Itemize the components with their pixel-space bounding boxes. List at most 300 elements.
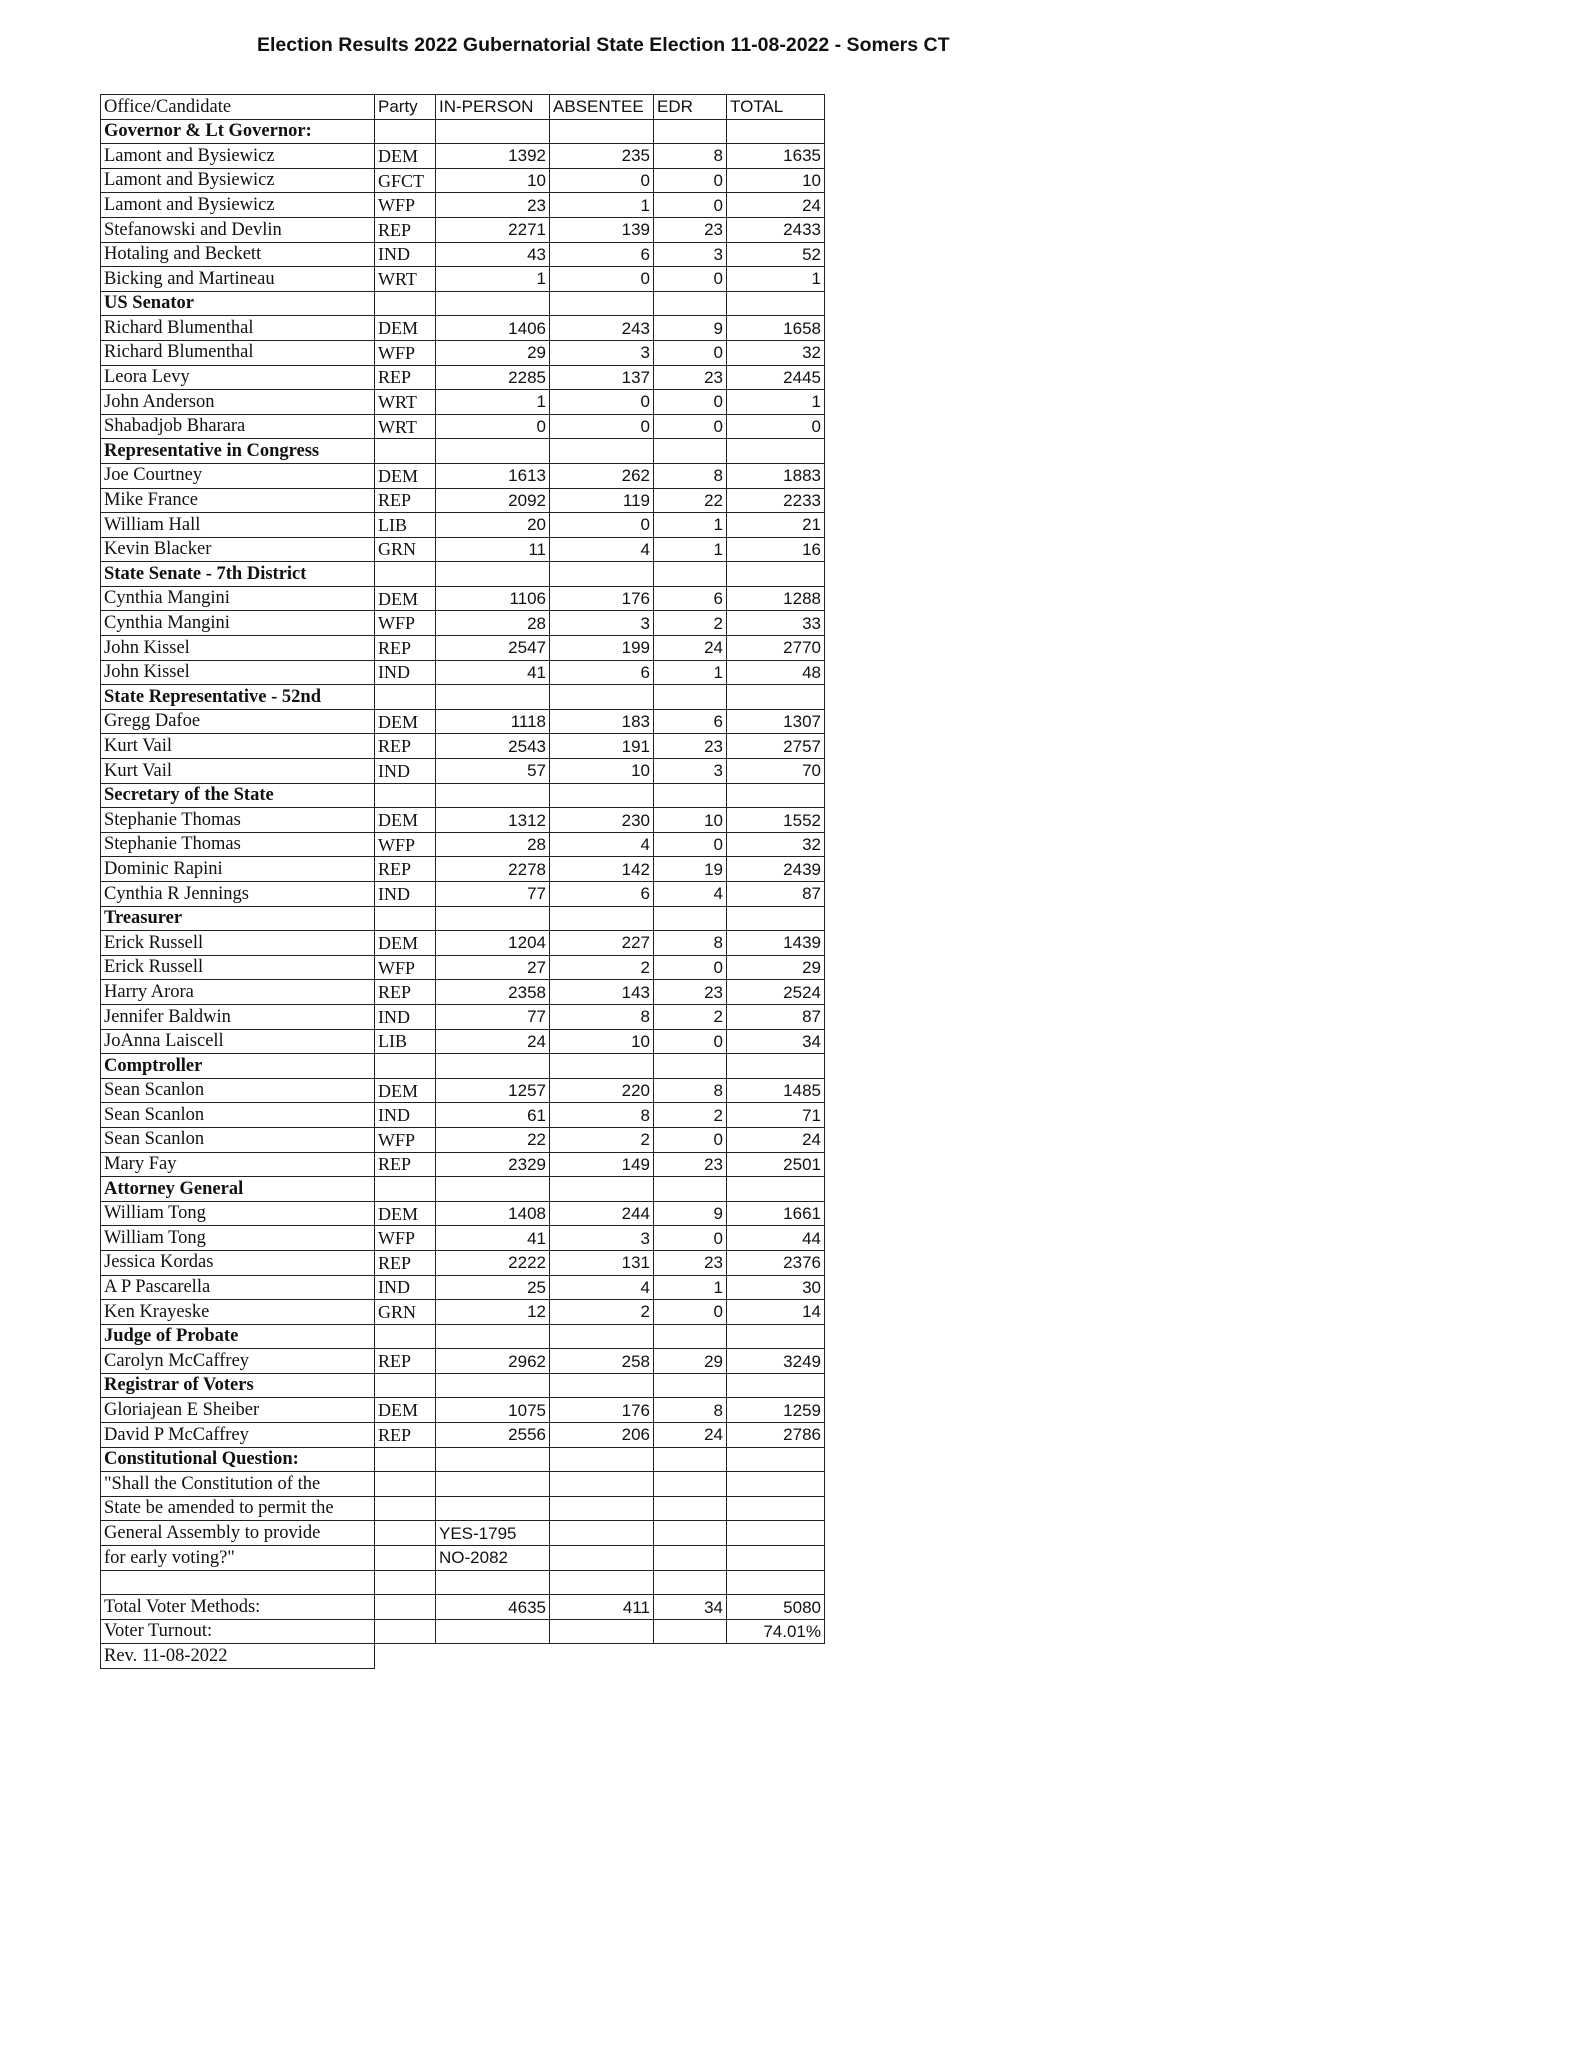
empty-cell xyxy=(550,1644,654,1669)
candidate-name: Richard Blumenthal xyxy=(101,316,375,341)
total-cell: 5080 xyxy=(727,1595,825,1620)
totals-row xyxy=(101,1595,825,1620)
total-cell xyxy=(727,1496,825,1521)
in-person-cell: 2278 xyxy=(436,857,550,882)
empty-cell xyxy=(375,1644,436,1669)
total-cell: 2524 xyxy=(727,980,825,1005)
absentee-cell: 411 xyxy=(550,1595,654,1620)
candidate-name: A P Pascarella xyxy=(101,1275,375,1300)
edr-cell: 8 xyxy=(654,1078,727,1103)
candidate-name: Erick Russell xyxy=(101,931,375,956)
candidate-row xyxy=(101,365,825,390)
in-person-cell: 2547 xyxy=(436,636,550,661)
absentee-cell: 220 xyxy=(550,1078,654,1103)
total-cell: 70 xyxy=(727,759,825,784)
in-person-cell: 25 xyxy=(436,1275,550,1300)
edr-cell: 0 xyxy=(654,1029,727,1054)
in-person-cell xyxy=(436,1373,550,1398)
question-vote: YES-1795 xyxy=(436,1521,550,1546)
question-row xyxy=(101,1521,825,1546)
candidate-name: Erick Russell xyxy=(101,955,375,980)
candidate-name: Shabadjob Bharara xyxy=(101,414,375,439)
revision-row xyxy=(101,1644,825,1669)
total-cell: 71 xyxy=(727,1103,825,1128)
candidate-name: Hotaling and Beckett xyxy=(101,242,375,267)
candidate-row xyxy=(101,660,825,685)
candidate-name: Stephanie Thomas xyxy=(101,808,375,833)
candidate-row xyxy=(101,193,825,218)
candidate-row xyxy=(101,513,825,538)
question-text: for early voting?" xyxy=(101,1546,375,1571)
section-label: Judge of Probate xyxy=(101,1324,375,1349)
party-cell: WFP xyxy=(375,832,436,857)
absentee-cell xyxy=(550,1177,654,1202)
candidate-name: Kurt Vail xyxy=(101,759,375,784)
party-cell: LIB xyxy=(375,1029,436,1054)
in-person-cell: 1406 xyxy=(436,316,550,341)
total-cell: 32 xyxy=(727,832,825,857)
candidate-name: Leora Levy xyxy=(101,365,375,390)
absentee-cell: 6 xyxy=(550,882,654,907)
total-cell: 1661 xyxy=(727,1201,825,1226)
edr-cell: 9 xyxy=(654,1201,727,1226)
total-cell: 1288 xyxy=(727,586,825,611)
section-row xyxy=(101,562,825,587)
total-cell xyxy=(727,1546,825,1571)
edr-cell: 4 xyxy=(654,882,727,907)
header-total: TOTAL xyxy=(727,95,825,120)
question-row xyxy=(101,1472,825,1497)
in-person-cell: 20 xyxy=(436,513,550,538)
candidate-name: Stefanowski and Devlin xyxy=(101,217,375,242)
in-person-cell: 41 xyxy=(436,660,550,685)
edr-cell xyxy=(654,685,727,710)
edr-cell: 0 xyxy=(654,267,727,292)
in-person-cell: 1392 xyxy=(436,144,550,169)
in-person-cell: 1118 xyxy=(436,709,550,734)
edr-cell: 24 xyxy=(654,636,727,661)
candidate-name: Lamont and Bysiewicz xyxy=(101,193,375,218)
absentee-cell: 6 xyxy=(550,660,654,685)
absentee-cell: 176 xyxy=(550,586,654,611)
total-cell: 1 xyxy=(727,390,825,415)
edr-cell: 24 xyxy=(654,1423,727,1448)
total-cell: 2376 xyxy=(727,1250,825,1275)
total-cell: 10 xyxy=(727,168,825,193)
absentee-cell: 0 xyxy=(550,267,654,292)
candidate-name: Carolyn McCaffrey xyxy=(101,1349,375,1374)
absentee-cell: 3 xyxy=(550,340,654,365)
edr-cell xyxy=(654,562,727,587)
header-row xyxy=(101,95,825,120)
candidate-row xyxy=(101,759,825,784)
header-office-candidate: Office/Candidate xyxy=(101,95,375,120)
total-cell xyxy=(727,1570,825,1595)
absentee-cell: 243 xyxy=(550,316,654,341)
candidate-name: Ken Krayeske xyxy=(101,1300,375,1325)
candidate-row xyxy=(101,611,825,636)
in-person-cell xyxy=(436,1324,550,1349)
edr-cell: 2 xyxy=(654,1004,727,1029)
absentee-cell xyxy=(550,783,654,808)
in-person-cell: 2358 xyxy=(436,980,550,1005)
question-vote xyxy=(436,1496,550,1521)
total-cell: 1883 xyxy=(727,463,825,488)
header-party: Party xyxy=(375,95,436,120)
totals-label: Total Voter Methods: xyxy=(101,1595,375,1620)
absentee-cell: 4 xyxy=(550,1275,654,1300)
in-person-cell xyxy=(436,1447,550,1472)
absentee-cell: 137 xyxy=(550,365,654,390)
in-person-cell: 1257 xyxy=(436,1078,550,1103)
absentee-cell: 0 xyxy=(550,390,654,415)
candidate-row xyxy=(101,267,825,292)
absentee-cell xyxy=(550,1054,654,1079)
party-cell: IND xyxy=(375,1004,436,1029)
edr-cell: 23 xyxy=(654,734,727,759)
edr-cell: 6 xyxy=(654,709,727,734)
edr-cell: 9 xyxy=(654,316,727,341)
in-person-cell xyxy=(436,1054,550,1079)
candidate-row xyxy=(101,1201,825,1226)
edr-cell: 2 xyxy=(654,611,727,636)
party-cell: WFP xyxy=(375,340,436,365)
in-person-cell: 2556 xyxy=(436,1423,550,1448)
total-cell: 1259 xyxy=(727,1398,825,1423)
party-cell: WRT xyxy=(375,267,436,292)
party-cell xyxy=(375,1472,436,1497)
total-cell: 24 xyxy=(727,1127,825,1152)
in-person-cell: 27 xyxy=(436,955,550,980)
candidate-name: David P McCaffrey xyxy=(101,1423,375,1448)
office-cell xyxy=(101,1570,375,1595)
total-cell: 2439 xyxy=(727,857,825,882)
absentee-cell xyxy=(550,685,654,710)
candidate-name: Jessica Kordas xyxy=(101,1250,375,1275)
total-cell xyxy=(727,1177,825,1202)
total-cell: 2501 xyxy=(727,1152,825,1177)
party-cell xyxy=(375,1595,436,1620)
edr-cell: 0 xyxy=(654,168,727,193)
absentee-cell: 1 xyxy=(550,193,654,218)
total-cell: 1 xyxy=(727,267,825,292)
party-cell xyxy=(375,1324,436,1349)
edr-cell xyxy=(654,1373,727,1398)
absentee-cell: 10 xyxy=(550,1029,654,1054)
total-cell xyxy=(727,119,825,144)
party-cell: DEM xyxy=(375,144,436,169)
blank-row xyxy=(101,1570,825,1595)
edr-cell xyxy=(654,439,727,464)
candidate-row xyxy=(101,1300,825,1325)
in-person-cell: 12 xyxy=(436,1300,550,1325)
edr-cell: 23 xyxy=(654,217,727,242)
candidate-name: William Tong xyxy=(101,1226,375,1251)
party-cell: IND xyxy=(375,882,436,907)
totals-label: Voter Turnout: xyxy=(101,1619,375,1644)
candidate-name: Joe Courtney xyxy=(101,463,375,488)
candidate-row xyxy=(101,217,825,242)
candidate-name: John Kissel xyxy=(101,636,375,661)
absentee-cell xyxy=(550,1447,654,1472)
total-cell: 24 xyxy=(727,193,825,218)
section-label: Governor & Lt Governor: xyxy=(101,119,375,144)
empty-cell xyxy=(436,1644,550,1669)
party-cell: DEM xyxy=(375,1078,436,1103)
total-cell: 30 xyxy=(727,1275,825,1300)
in-person-cell: 1204 xyxy=(436,931,550,956)
question-row xyxy=(101,1496,825,1521)
edr-cell xyxy=(654,1496,727,1521)
in-person-cell xyxy=(436,1570,550,1595)
edr-cell xyxy=(654,1447,727,1472)
absentee-cell xyxy=(550,1324,654,1349)
edr-cell xyxy=(654,783,727,808)
candidate-row xyxy=(101,1004,825,1029)
in-person-cell: 2285 xyxy=(436,365,550,390)
candidate-name: Lamont and Bysiewicz xyxy=(101,144,375,169)
candidate-name: John Kissel xyxy=(101,660,375,685)
candidate-name: Richard Blumenthal xyxy=(101,340,375,365)
absentee-cell: 2 xyxy=(550,1127,654,1152)
absentee-cell: 2 xyxy=(550,955,654,980)
candidate-name: Cynthia Mangini xyxy=(101,586,375,611)
question-vote: NO-2082 xyxy=(436,1546,550,1571)
document-title: Election Results 2022 Gubernatorial State Election 11-08-2022 - Somers CT xyxy=(257,34,950,56)
candidate-row xyxy=(101,1152,825,1177)
section-label: Representative in Congress xyxy=(101,439,375,464)
edr-cell: 0 xyxy=(654,390,727,415)
edr-cell: 19 xyxy=(654,857,727,882)
absentee-cell: 8 xyxy=(550,1103,654,1128)
question-text: State be amended to permit the xyxy=(101,1496,375,1521)
in-person-cell: 41 xyxy=(436,1226,550,1251)
section-label: Treasurer xyxy=(101,906,375,931)
edr-cell: 23 xyxy=(654,365,727,390)
edr-cell xyxy=(654,1521,727,1546)
empty-cell xyxy=(654,1644,727,1669)
party-cell: WRT xyxy=(375,390,436,415)
in-person-cell xyxy=(436,119,550,144)
in-person-cell: 1 xyxy=(436,267,550,292)
absentee-cell xyxy=(550,1546,654,1571)
section-row xyxy=(101,1373,825,1398)
party-cell: WFP xyxy=(375,1127,436,1152)
section-row xyxy=(101,1324,825,1349)
candidate-name: Dominic Rapini xyxy=(101,857,375,882)
total-cell: 2786 xyxy=(727,1423,825,1448)
section-row xyxy=(101,119,825,144)
total-cell xyxy=(727,906,825,931)
results-table xyxy=(100,94,825,1669)
party-cell: WFP xyxy=(375,1226,436,1251)
absentee-cell: 149 xyxy=(550,1152,654,1177)
edr-cell xyxy=(654,1472,727,1497)
section-row xyxy=(101,1177,825,1202)
party-cell xyxy=(375,562,436,587)
total-cell: 1552 xyxy=(727,808,825,833)
in-person-cell xyxy=(436,562,550,587)
party-cell: DEM xyxy=(375,463,436,488)
party-cell: WFP xyxy=(375,193,436,218)
total-cell: 87 xyxy=(727,882,825,907)
candidate-row xyxy=(101,488,825,513)
in-person-cell: 1 xyxy=(436,390,550,415)
in-person-cell xyxy=(436,1177,550,1202)
in-person-cell: 2092 xyxy=(436,488,550,513)
in-person-cell: 11 xyxy=(436,537,550,562)
total-cell: 21 xyxy=(727,513,825,538)
edr-cell: 0 xyxy=(654,1127,727,1152)
candidate-name: William Hall xyxy=(101,513,375,538)
party-cell xyxy=(375,906,436,931)
absentee-cell: 4 xyxy=(550,537,654,562)
candidate-row xyxy=(101,316,825,341)
in-person-cell: 0 xyxy=(436,414,550,439)
absentee-cell xyxy=(550,1373,654,1398)
party-cell: REP xyxy=(375,636,436,661)
total-cell: 0 xyxy=(727,414,825,439)
absentee-cell xyxy=(550,119,654,144)
edr-cell: 3 xyxy=(654,242,727,267)
candidate-row xyxy=(101,1275,825,1300)
candidate-name: Kevin Blacker xyxy=(101,537,375,562)
candidate-row xyxy=(101,414,825,439)
in-person-cell: 29 xyxy=(436,340,550,365)
total-cell: 48 xyxy=(727,660,825,685)
section-label: US Senator xyxy=(101,291,375,316)
candidate-row xyxy=(101,808,825,833)
total-cell xyxy=(727,439,825,464)
total-cell: 16 xyxy=(727,537,825,562)
party-cell: LIB xyxy=(375,513,436,538)
absentee-cell: 2 xyxy=(550,1300,654,1325)
in-person-cell: 22 xyxy=(436,1127,550,1152)
party-cell: REP xyxy=(375,980,436,1005)
section-row xyxy=(101,906,825,931)
edr-cell: 23 xyxy=(654,1250,727,1275)
absentee-cell: 230 xyxy=(550,808,654,833)
candidate-row xyxy=(101,832,825,857)
absentee-cell xyxy=(550,1496,654,1521)
absentee-cell xyxy=(550,1521,654,1546)
total-cell: 3249 xyxy=(727,1349,825,1374)
party-cell xyxy=(375,1496,436,1521)
in-person-cell: 2962 xyxy=(436,1349,550,1374)
header-edr: EDR xyxy=(654,95,727,120)
section-label: Secretary of the State xyxy=(101,783,375,808)
in-person-cell xyxy=(436,1619,550,1644)
party-cell xyxy=(375,1054,436,1079)
absentee-cell xyxy=(550,291,654,316)
candidate-row xyxy=(101,390,825,415)
party-cell: GRN xyxy=(375,537,436,562)
section-label: Registrar of Voters xyxy=(101,1373,375,1398)
edr-cell xyxy=(654,1570,727,1595)
in-person-cell: 24 xyxy=(436,1029,550,1054)
totals-row xyxy=(101,1619,825,1644)
total-cell: 34 xyxy=(727,1029,825,1054)
section-row xyxy=(101,439,825,464)
section-row xyxy=(101,1447,825,1472)
absentee-cell: 0 xyxy=(550,513,654,538)
candidate-row xyxy=(101,1103,825,1128)
party-cell xyxy=(375,1570,436,1595)
header-in-person: IN-PERSON xyxy=(436,95,550,120)
party-cell: DEM xyxy=(375,1201,436,1226)
candidate-name: Gloriajean E Sheiber xyxy=(101,1398,375,1423)
empty-cell xyxy=(727,1644,825,1669)
party-cell xyxy=(375,783,436,808)
in-person-cell: 61 xyxy=(436,1103,550,1128)
absentee-cell: 4 xyxy=(550,832,654,857)
candidate-row xyxy=(101,586,825,611)
section-label: Comptroller xyxy=(101,1054,375,1079)
candidate-row xyxy=(101,955,825,980)
party-cell: DEM xyxy=(375,808,436,833)
edr-cell xyxy=(654,906,727,931)
total-cell xyxy=(727,783,825,808)
party-cell xyxy=(375,1619,436,1644)
candidate-row xyxy=(101,1398,825,1423)
absentee-cell xyxy=(550,906,654,931)
total-cell xyxy=(727,685,825,710)
section-row xyxy=(101,291,825,316)
candidate-row xyxy=(101,1423,825,1448)
candidate-row xyxy=(101,144,825,169)
candidate-row xyxy=(101,168,825,193)
total-cell: 1439 xyxy=(727,931,825,956)
candidate-name: Lamont and Bysiewicz xyxy=(101,168,375,193)
total-cell: 1658 xyxy=(727,316,825,341)
edr-cell: 29 xyxy=(654,1349,727,1374)
edr-cell: 0 xyxy=(654,832,727,857)
absentee-cell: 199 xyxy=(550,636,654,661)
absentee-cell: 0 xyxy=(550,414,654,439)
edr-cell xyxy=(654,1324,727,1349)
absentee-cell: 176 xyxy=(550,1398,654,1423)
edr-cell xyxy=(654,1177,727,1202)
total-cell: 44 xyxy=(727,1226,825,1251)
total-cell xyxy=(727,1472,825,1497)
candidate-row xyxy=(101,857,825,882)
candidate-name: JoAnna Laiscell xyxy=(101,1029,375,1054)
party-cell: REP xyxy=(375,1349,436,1374)
edr-cell xyxy=(654,119,727,144)
in-person-cell: 1075 xyxy=(436,1398,550,1423)
edr-cell: 8 xyxy=(654,1398,727,1423)
party-cell xyxy=(375,1177,436,1202)
party-cell: WRT xyxy=(375,414,436,439)
candidate-row xyxy=(101,980,825,1005)
revision-date: Rev. 11-08-2022 xyxy=(101,1644,375,1669)
party-cell: GRN xyxy=(375,1300,436,1325)
section-label: Constitutional Question: xyxy=(101,1447,375,1472)
candidate-name: Mary Fay xyxy=(101,1152,375,1177)
absentee-cell xyxy=(550,1570,654,1595)
absentee-cell: 131 xyxy=(550,1250,654,1275)
party-cell xyxy=(375,1546,436,1571)
total-cell: 2445 xyxy=(727,365,825,390)
candidate-name: Cynthia R Jennings xyxy=(101,882,375,907)
total-cell: 2433 xyxy=(727,217,825,242)
absentee-cell: 258 xyxy=(550,1349,654,1374)
edr-cell: 1 xyxy=(654,1275,727,1300)
party-cell: REP xyxy=(375,488,436,513)
edr-cell: 1 xyxy=(654,537,727,562)
absentee-cell: 6 xyxy=(550,242,654,267)
party-cell xyxy=(375,1447,436,1472)
